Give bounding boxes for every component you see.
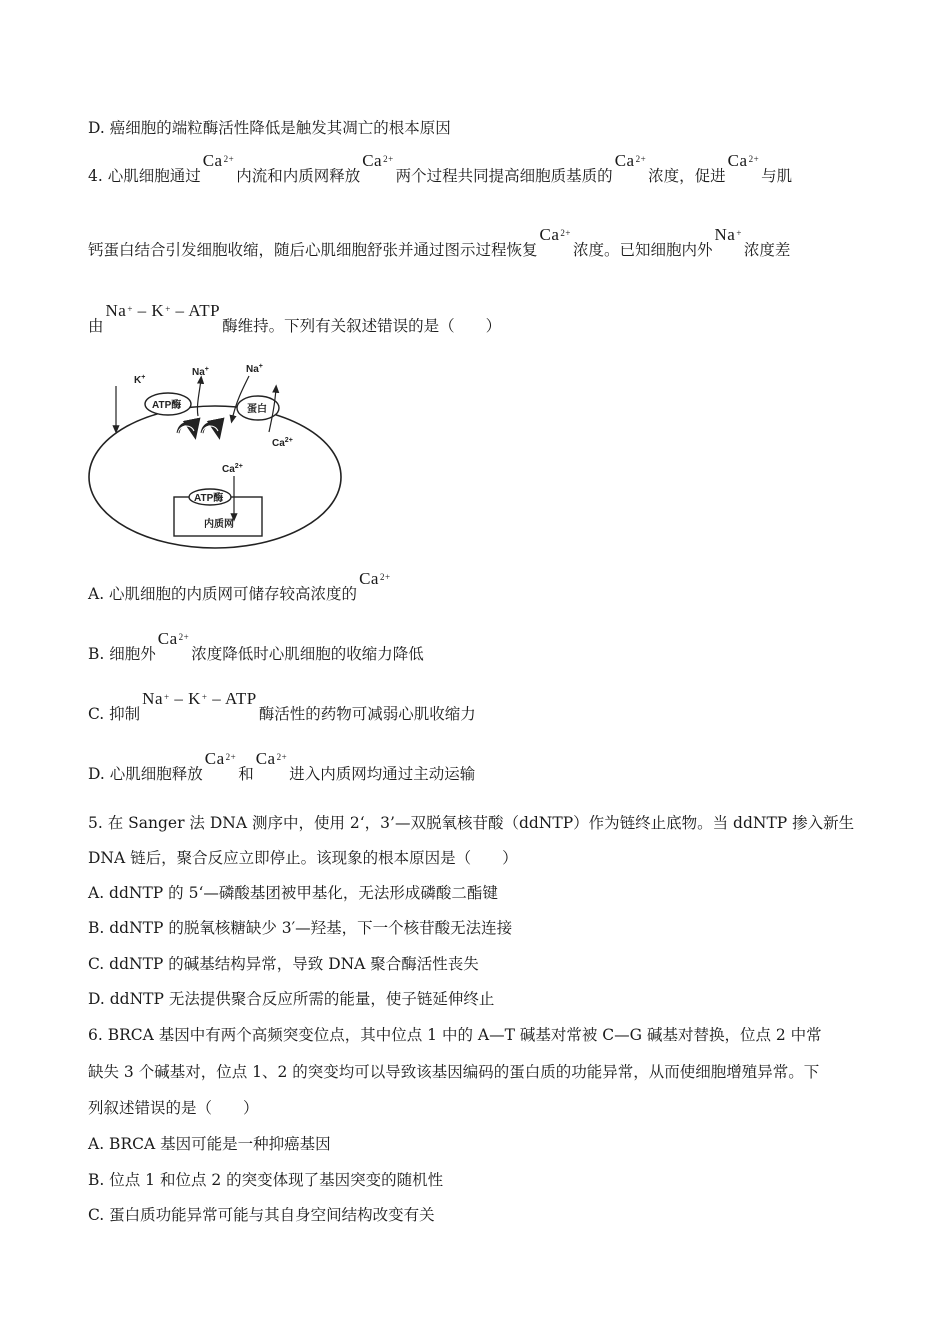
- text: 2+: [383, 154, 394, 164]
- text: 内流和内质网释放: [236, 167, 361, 185]
- text: +: [127, 304, 133, 314]
- text: 进入内质网均通过主动运输: [289, 765, 476, 783]
- ca-ion-label-2: $Ca^{2+}$: [222, 463, 243, 475]
- text: 2+: [276, 752, 288, 762]
- q4-option-b: [88, 629, 424, 664]
- text: 4. 心肌细胞通过: [88, 167, 201, 185]
- text: K: [151, 301, 165, 320]
- text: A. 心肌细胞的内质网可储存较高浓度的: [88, 585, 358, 603]
- q5-stem-line-1: [88, 813, 854, 833]
- ion-ca2: [728, 151, 759, 171]
- q3-option-d-text: D. 癌细胞的端粒酶活性降低是触发其凋亡的根本原因: [88, 119, 451, 137]
- text: –: [175, 301, 185, 320]
- text: –: [212, 689, 222, 708]
- text: D. 心肌细胞释放: [88, 765, 203, 783]
- q6-option-b: [88, 1170, 443, 1190]
- ion-ca2: [362, 151, 393, 171]
- text: 2+: [379, 572, 391, 582]
- text: B. 位点 1 和位点 2 的突变体现了基因突变的随机性: [88, 1171, 444, 1189]
- ion-ca2: [158, 629, 189, 649]
- q4-option-c: [88, 689, 476, 724]
- q6-stem-line-3: [88, 1098, 259, 1118]
- er-atp-enzyme-label: ATP酶: [194, 493, 224, 504]
- text: 2+: [635, 154, 647, 164]
- q6-stem-line-1: [88, 1025, 822, 1045]
- text: K: [188, 689, 201, 708]
- ion-ca2: [256, 749, 287, 769]
- text: A. BRCA 基因可能是一种抑癌基因: [88, 1135, 331, 1153]
- text: C. 抑制: [88, 705, 141, 723]
- text: 浓度。已知细胞内外: [572, 241, 713, 259]
- text: Ca: [202, 151, 223, 170]
- text: +: [165, 304, 171, 314]
- text: C. 蛋白质功能异常可能与其自身空间结构改变有关: [88, 1206, 435, 1224]
- text: 钙蛋白结合引发细胞收缩，随后心肌细胞舒张并通过图示过程恢复: [88, 241, 538, 259]
- text: 2+: [748, 154, 760, 164]
- text: 和: [238, 765, 254, 783]
- text: Ca: [727, 151, 748, 170]
- text: 6. BRCA 基因中有两个高频突变位点，其中位点 1 中的 A—T 碱基对常被 C—G 碱基对替换，位点 2 中常: [88, 1026, 822, 1044]
- text: –: [174, 689, 184, 708]
- text: –: [137, 301, 147, 320]
- protein-label: 蛋白: [247, 404, 267, 415]
- ion-ca2: [359, 569, 390, 589]
- text: 2+: [223, 154, 235, 164]
- q4-option-a: [88, 569, 393, 604]
- q4-stem-line-2: [88, 225, 791, 260]
- ion-na-k-atp: [106, 301, 221, 321]
- q6-stem-line-2: [88, 1062, 819, 1082]
- q4-stem-line-1: [88, 151, 793, 186]
- text: 酶活性的药物可减弱心肌收缩力: [258, 705, 476, 723]
- text: 2+: [560, 228, 571, 238]
- ion-na-k-atp: [142, 689, 257, 709]
- text: Na: [142, 689, 163, 708]
- text: 由: [88, 317, 104, 335]
- text: 浓度差: [743, 241, 791, 259]
- na-ion-label-2: Na+: [246, 363, 263, 375]
- q4-stem-line-3: [88, 301, 502, 336]
- er-label: 内质网: [204, 519, 234, 530]
- text: Na: [714, 225, 736, 244]
- q6-option-a: [88, 1134, 331, 1154]
- text: DNA 链后，聚合反应立即停止。该现象的根本原因是（ ）: [88, 849, 518, 867]
- ion-na: [715, 225, 742, 245]
- text: 列叙述错误的是（ ）: [88, 1099, 259, 1117]
- ion-ca2: [205, 749, 236, 769]
- q3-option-d: [88, 118, 451, 138]
- text: B. 细胞外: [88, 645, 156, 663]
- text: Ca: [539, 225, 560, 244]
- text: 2+: [225, 752, 237, 762]
- na-ion-label-1: Na+: [192, 366, 209, 378]
- text: C. ddNTP 的碱基结构异常，导致 DNA 聚合酶活性丧失: [88, 955, 479, 973]
- q4-option-d: [88, 749, 476, 784]
- text: Ca: [362, 151, 383, 170]
- text: 缺失 3 个碱基对，位点 1、2 的突变均可以导致该基因编码的蛋白质的功能异常，从而使细胞增殖异常。下: [88, 1063, 820, 1081]
- text: ATP: [225, 689, 257, 708]
- text: 浓度降低时心肌细胞的收缩力降低: [191, 645, 424, 663]
- text: ATP: [188, 301, 221, 320]
- text: Ca: [204, 749, 225, 768]
- q5-option-c: [88, 954, 479, 974]
- text: Ca: [614, 151, 635, 170]
- atp-enzyme-label: ATP酶: [152, 400, 182, 411]
- ca-ion-label-1: $Ca^{2+}$: [272, 437, 293, 449]
- q5-option-d: [88, 989, 494, 1009]
- text: +: [164, 692, 170, 702]
- q5-option-a: [88, 883, 498, 903]
- text: D. ddNTP 无法提供聚合反应所需的能量，使子链延伸终止: [88, 990, 495, 1008]
- q5-option-b: [88, 918, 512, 938]
- na-out-arrow: [197, 379, 201, 416]
- text: +: [201, 692, 208, 702]
- cell-diagram: [86, 360, 348, 556]
- q6-option-c: [88, 1205, 435, 1225]
- text: B. ddNTP 的脱氧核糖缺少 3′—羟基，下一个核苷酸无法连接: [88, 919, 513, 937]
- text: +: [736, 228, 742, 238]
- text: Ca: [157, 629, 178, 648]
- ion-ca2: [203, 151, 234, 171]
- q5-stem-line-2: [88, 848, 518, 868]
- text: A. ddNTP 的 5‘—磷酸基团被甲基化，无法形成磷酸二酯键: [88, 884, 498, 902]
- text: Ca: [255, 749, 276, 768]
- text: Ca: [359, 569, 379, 588]
- text: 浓度，促进: [648, 167, 726, 185]
- text: 两个过程共同提高细胞质基质的: [395, 167, 613, 185]
- text: 2+: [178, 632, 190, 642]
- text: 5. 在 Sanger 法 DNA 测序中，使用 2‘，3’—双脱氧核苷酸（ddNTP）作为链终止底物。当 ddNTP 掺入新生: [88, 814, 855, 832]
- ion-ca2: [540, 225, 571, 245]
- text: 酶维持。下列有关叙述错误的是（ ）: [222, 317, 502, 335]
- text: Na: [105, 301, 127, 320]
- text: 与肌: [761, 167, 793, 185]
- ion-ca2: [615, 151, 646, 171]
- k-ion-label: K+: [134, 374, 146, 386]
